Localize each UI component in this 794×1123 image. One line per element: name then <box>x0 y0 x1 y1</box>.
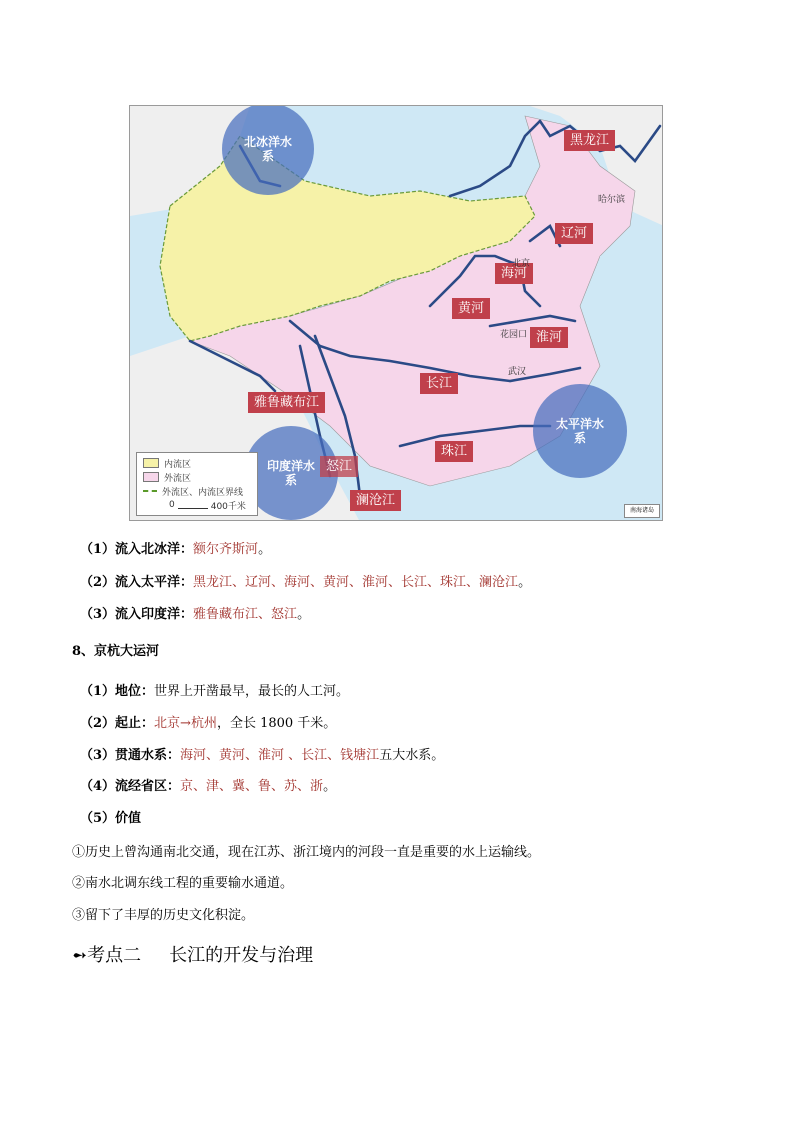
canal-systems-label: （3）贯通水系： <box>80 748 181 763</box>
canal-status-line <box>80 684 349 700</box>
next-section-heading <box>72 945 313 967</box>
city-harbin: 哈尔滨 <box>598 195 626 205</box>
scale-km: 400千米 <box>210 501 246 512</box>
heading-title: 长江的开发与治理 <box>169 945 314 966</box>
canal-systems-line <box>80 748 444 764</box>
canal-route-line <box>80 716 336 732</box>
label-yarlung: 雅鲁藏布江 <box>248 392 325 413</box>
label-liaohe: 辽河 <box>555 223 593 244</box>
indian-rivers-line <box>80 607 310 623</box>
canal-provinces-line <box>80 779 336 795</box>
label-huanghe: 黄河 <box>452 298 490 319</box>
pacific-rivers: 黑龙江、辽河、海河、黄河、淮河、长江、珠江、澜沧江 <box>193 575 519 590</box>
indian-system-label: 印度洋水系 <box>266 459 315 487</box>
canal-systems-tail: 五大水系。 <box>379 748 445 763</box>
pacific-suffix: 。 <box>518 575 532 590</box>
city-huayuankou: 花园口 <box>500 330 528 340</box>
label-zhujiang: 珠江 <box>435 441 473 462</box>
legend-inland: 内流区 <box>164 459 192 470</box>
pacific-prefix: （2）流入太平洋： <box>80 575 194 590</box>
label-haihe: 海河 <box>495 263 533 284</box>
indian-rivers: 雅鲁藏布江、怒江 <box>193 607 298 622</box>
label-huaihe: 淮河 <box>530 327 568 348</box>
map-legend <box>136 452 258 516</box>
pacific-rivers-line <box>80 575 531 591</box>
legend-boundary: 外流区、内流区界线 <box>162 487 244 498</box>
arctic-rivers-line <box>80 542 271 558</box>
section-title: 8、京杭大运河 <box>72 644 160 659</box>
canal-route-length: ，全长 1800 千米。 <box>216 716 337 731</box>
legend-outflow: 外流区 <box>164 473 192 484</box>
canal-status-text: 世界上开凿最早，最长的人工河。 <box>154 684 350 699</box>
canal-route-label: （2）起止： <box>80 716 155 731</box>
canal-value-3: ③留下了丰厚的历史文化积淀。 <box>72 908 255 923</box>
heading-marker: ➻考点二 <box>72 945 142 966</box>
arctic-prefix: （1）流入北冰洋： <box>80 542 194 557</box>
south-sea-inset: 南海诸岛 <box>624 504 660 518</box>
canal-provinces-label: （4）流经省区： <box>80 779 181 794</box>
canal-provinces-tail: 。 <box>323 779 337 794</box>
pacific-system-label: 太平洋水系 <box>555 417 604 445</box>
canal-route-ends: 北京→杭州 <box>154 716 217 731</box>
canal-value-label: （5）价值 <box>80 811 142 826</box>
label-nujiang: 怒江 <box>320 456 358 477</box>
label-heilongjiang: 黑龙江 <box>564 130 615 151</box>
scale-zero: 0 <box>169 500 175 510</box>
river-map <box>129 105 663 521</box>
indian-prefix: （3）流入印度洋： <box>80 607 194 622</box>
arctic-system-label: 北冰洋水系 <box>243 135 292 163</box>
pacific-system-circle <box>533 384 627 478</box>
canal-value-2: ②南水北调东线工程的重要输水通道。 <box>72 876 294 891</box>
canal-systems-list: 海河、黄河、淮河 、长江、钱塘江 <box>180 748 380 763</box>
arctic-rivers: 额尔齐斯河 <box>193 542 259 557</box>
label-lancangjiang: 澜沧江 <box>350 490 401 511</box>
city-beijing: 北京 <box>512 259 531 269</box>
label-changjiang: 长江 <box>420 373 458 394</box>
canal-status-label: （1）地位： <box>80 684 155 699</box>
arctic-suffix: 。 <box>258 542 272 557</box>
canal-provinces-list: 京、津、冀、鲁、苏、浙 <box>180 779 324 794</box>
city-wuhan: 武汉 <box>508 367 527 377</box>
arctic-system-circle <box>222 105 314 195</box>
canal-value-1: ①历史上曾沟通南北交通，现在江苏、浙江境内的河段一直是重要的水上运输线。 <box>72 845 541 860</box>
indian-suffix: 。 <box>297 607 311 622</box>
